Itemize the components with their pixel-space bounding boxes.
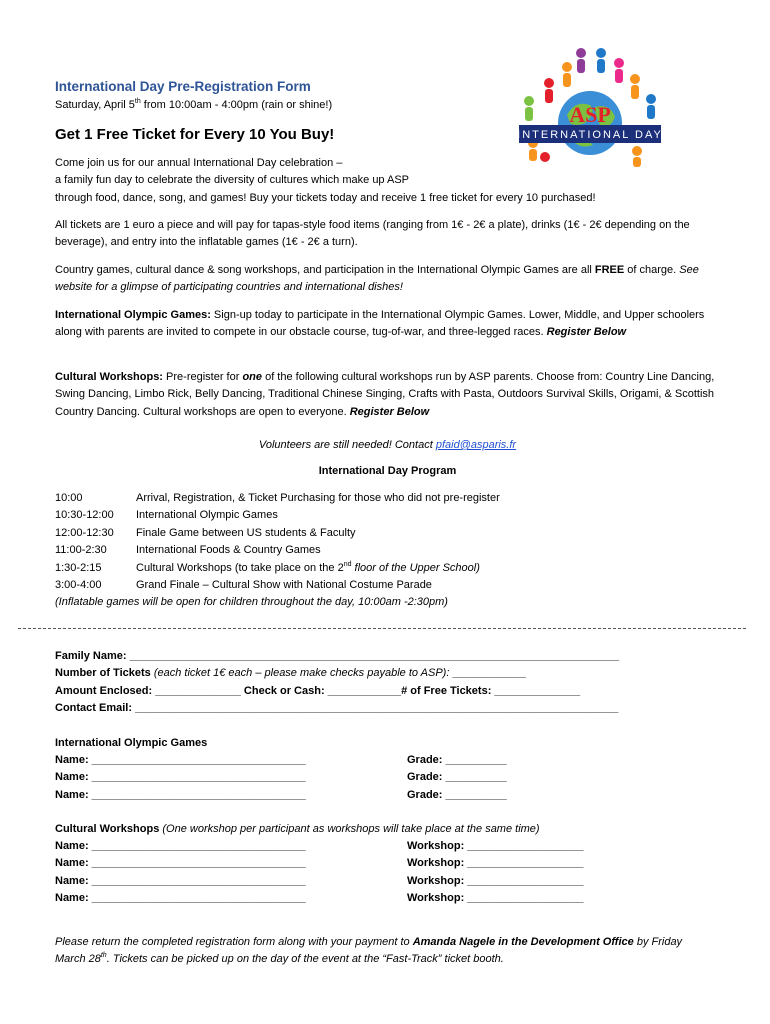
olympic-name-field[interactable]: Name: ___________________________________ xyxy=(55,771,306,784)
volunteers-line: Volunteers are still needed! Contact pfaid@asparis.fr xyxy=(258,439,517,451)
olympic-grade-field[interactable]: Grade: __________ xyxy=(407,788,507,801)
workshop-choice-field[interactable]: Workshop: ___________________ xyxy=(407,892,584,905)
workshop-name-field[interactable]: Name: ___________________________________ xyxy=(55,857,306,870)
olympic-paragraph: International Olympic Games: Sign-up today to participate in the International Olympic Games. Lower, Middle, and Upper schoolers along with parents are invited to compete in our obstacle course, tug-of-war, and three-legged races. Register Below xyxy=(55,309,705,339)
workshop-heading: Cultural Workshops (One workshop per participant as workshops will take place at the same time) xyxy=(55,823,540,835)
registration-form xyxy=(55,648,619,718)
program-note: (Inflatable games will be open for children throughout the day, 10:00am -2:30pm) xyxy=(55,596,448,609)
asp-international-day-logo xyxy=(515,45,665,170)
workshop-name-fields xyxy=(55,838,306,908)
olympic-grade-fields xyxy=(407,752,507,804)
contact-email-field[interactable]: Contact Email: _______________________________________________________________________________ xyxy=(55,702,619,715)
number-of-tickets-field[interactable]: Number of Tickets (each ticket 1€ each – please make checks payable to ASP): ____________ xyxy=(55,667,526,680)
olympic-grade-field[interactable]: Grade: __________ xyxy=(407,771,507,784)
event-date: Saturday, April 5th from 10:00am - 4:00pm (rain or shine!) xyxy=(55,98,333,111)
workshop-name-field[interactable]: Name: ___________________________________ xyxy=(55,874,306,887)
workshop-choice-field[interactable]: Workshop: ___________________ xyxy=(407,857,584,870)
cut-line-divider xyxy=(18,628,746,629)
program-title: International Day Program xyxy=(318,465,457,477)
free-paragraph: Country games, cultural dance & song workshops, and participation in the International Olympic Games are all FREE of charge. See website for a glimpse of participating countries and international dishes! xyxy=(55,264,699,294)
program-item: 10:00 Arrival, Registration, & Ticket Purchasing for those who did not pre-register xyxy=(55,492,500,504)
intro-paragraph: Come join us for our annual International Day celebration – a family fun day to celebrate the diversity of cultures which make up ASP through food, dance, song, and games! Buy your tickets today and receive 1 free ticket for every 10 purchased! xyxy=(55,157,596,204)
olympic-name-field[interactable]: Name: ___________________________________ xyxy=(55,788,306,801)
workshop-choice-fields xyxy=(407,838,584,908)
headline: Get 1 Free Ticket for Every 10 You Buy! xyxy=(55,126,335,143)
program-item: 11:00-2:30 International Foods & Country Games xyxy=(55,544,321,557)
amount-enclosed-field[interactable]: Amount Enclosed: ______________ Check or Cash: ____________# of Free Tickets: ______________ xyxy=(55,684,581,697)
workshop-choice-field[interactable]: Workshop: ___________________ xyxy=(407,840,584,852)
olympic-name-field[interactable]: Name: ___________________________________ xyxy=(55,754,306,766)
workshops-paragraph: Cultural Workshops: Pre-register for one of the following cultural workshops run by ASP parents. Choose from: Country Line Dancing, Swing Dancing, Limbo Rick, Belly Dancing, Traditional Chinese Singing, Crafts with Pasta, Outdoors Survival Skills, Origami, & Scottish Country Dancing. Cultural workshops are open to everyone. Register Below xyxy=(55,371,715,418)
workshop-name-field[interactable]: Name: ___________________________________ xyxy=(55,840,306,852)
program-item: 1:30-2:15 Cultural Workshops (to take place on the 2nd floor of the Upper School) xyxy=(55,560,480,574)
contact-email-link[interactable]: pfaid@asparis.fr xyxy=(435,439,517,451)
tickets-paragraph: All tickets are 1 euro a piece and will pay for tapas-style food items (ranging from 1€ - 2€ a plate), drinks (1€ - 2€ depending on the beverage), and entry into the inflatable games (1€ - 2€ a turn). xyxy=(55,219,690,249)
olympic-grade-field[interactable]: Grade: __________ xyxy=(407,754,507,766)
svg-text:ASP: ASP xyxy=(569,102,611,127)
workshop-name-field[interactable]: Name: ___________________________________ xyxy=(55,892,306,905)
family-name-field[interactable]: Family Name: ________________________________________________________________________________ xyxy=(55,650,619,662)
program-item: 10:30-12:00 International Olympic Games xyxy=(55,509,278,522)
program-schedule xyxy=(55,490,500,612)
return-instructions: Please return the completed registration form along with your payment to Amanda Nagele in the Development Office by Friday March 28th. Tickets can be picked up on the day of the event at the “Fast-Track” ticket booth. xyxy=(55,936,683,966)
program-item: 3:00-4:00 Grand Finale – Cultural Show with National Costume Parade xyxy=(55,579,432,592)
program-item: 12:00-12:30 Finale Game between US students & Faculty xyxy=(55,526,356,539)
svg-text:INTERNATIONAL DAY: INTERNATIONAL DAY xyxy=(517,129,663,141)
olympic-title: International Olympic Games xyxy=(55,737,208,749)
workshop-choice-field[interactable]: Workshop: ___________________ xyxy=(407,874,584,887)
olympic-name-fields xyxy=(55,752,306,804)
form-title: International Day Pre-Registration Form xyxy=(55,79,311,94)
